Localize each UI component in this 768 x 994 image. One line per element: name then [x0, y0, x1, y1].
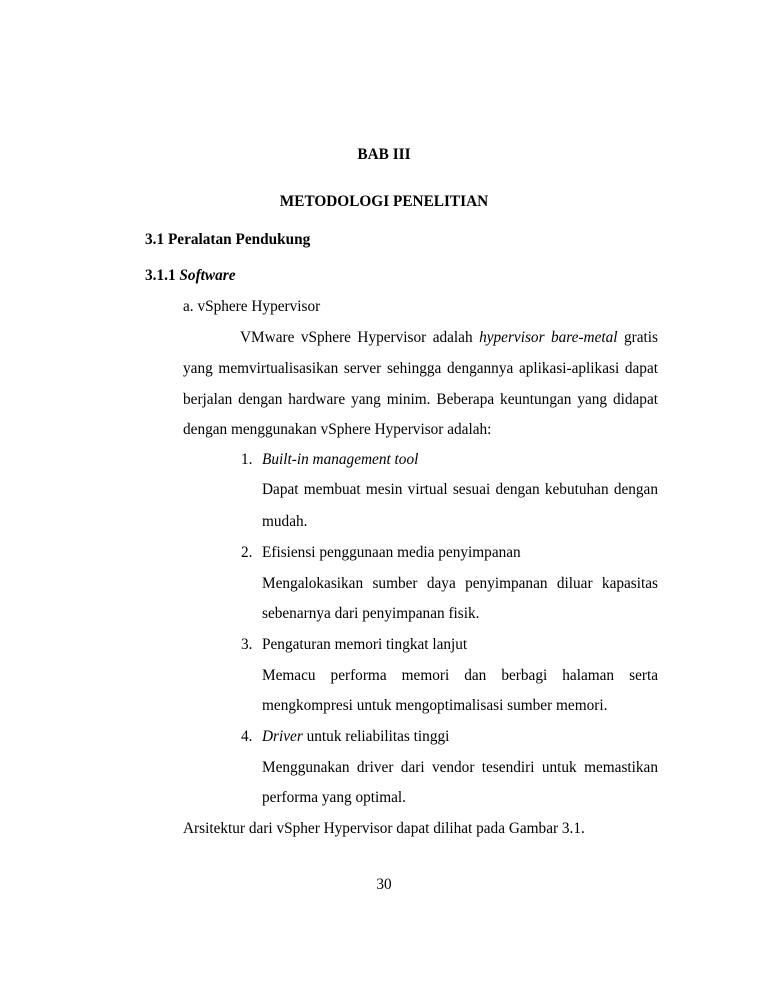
benefit-4-desc-2: performa yang optimal. — [262, 789, 406, 806]
benefit-4-number: 4. — [241, 728, 253, 745]
subsection-heading — [145, 267, 236, 285]
subsection-title: Software — [179, 267, 236, 284]
benefit-4-title-rest: untuk reliabilitas tinggi — [302, 728, 450, 745]
benefit-4-desc-1: Menggunakan driver dari vendor tesendiri untuk memastikan — [262, 759, 658, 776]
benefit-1-title-text — [262, 451, 418, 469]
benefit-2-title-rest: Efisiensi penggunaan media penyimpanan — [262, 544, 521, 561]
item-a-label: a. vSphere Hypervisor — [183, 298, 321, 315]
chapter-number: BAB III — [357, 146, 411, 163]
chapter-title: METODOLOGI PENELITIAN — [279, 193, 489, 210]
intro-line-4: dengan menggunakan vSphere Hypervisor adalah: — [183, 421, 492, 438]
benefit-2-number: 2. — [241, 544, 253, 561]
benefit-2-desc-1: Mengalokasikan sumber daya penyimpanan diluar kapasitas — [262, 575, 658, 592]
benefit-1-desc-1: Dapat membuat mesin virtual sesuai dengan kebutuhan dengan — [262, 481, 658, 498]
benefit-2-desc-2: sebenarnya dari penyimpanan fisik. — [262, 605, 480, 622]
benefit-4-title-italic: Driver — [262, 728, 303, 745]
benefit-3-title-text — [262, 636, 467, 654]
benefit-2-title-text — [262, 544, 521, 562]
intro-line-3: berjalan dengan hardware yang minim. Beberapa keuntungan yang didapat — [183, 391, 658, 408]
intro-line-1 — [240, 329, 658, 347]
intro-line-1-post: gratis — [617, 329, 658, 346]
section-heading: 3.1 Peralatan Pendukung — [145, 231, 311, 248]
benefit-3-title-rest: Pengaturan memori tingkat lanjut — [262, 636, 468, 653]
benefit-3-desc-2: mengkompresi untuk mengoptimalisasi sumber memori. — [262, 697, 608, 714]
intro-line-2: yang memvirtualisasikan server sehingga dengannya aplikasi-aplikasi dapat — [183, 360, 658, 377]
subsection-number: 3.1.1 — [145, 267, 176, 284]
page-number: 30 — [376, 876, 392, 893]
benefit-4-title-text — [262, 728, 449, 746]
benefit-1-desc-2: mudah. — [262, 513, 308, 530]
benefit-1-number: 1. — [241, 451, 253, 468]
benefit-3-desc-1: Memacu performa memori dan berbagi halaman serta — [262, 667, 658, 684]
benefit-3-number: 3. — [241, 636, 253, 653]
intro-line-1-pre: VMware vSphere Hypervisor adalah — [240, 329, 480, 346]
closing-sentence: Arsitektur dari vSpher Hypervisor dapat dilihat pada Gambar 3.1. — [183, 820, 585, 837]
benefit-1-title-italic: Built-in management tool — [262, 451, 419, 468]
intro-line-1-italic: hypervisor bare-metal — [479, 329, 618, 346]
